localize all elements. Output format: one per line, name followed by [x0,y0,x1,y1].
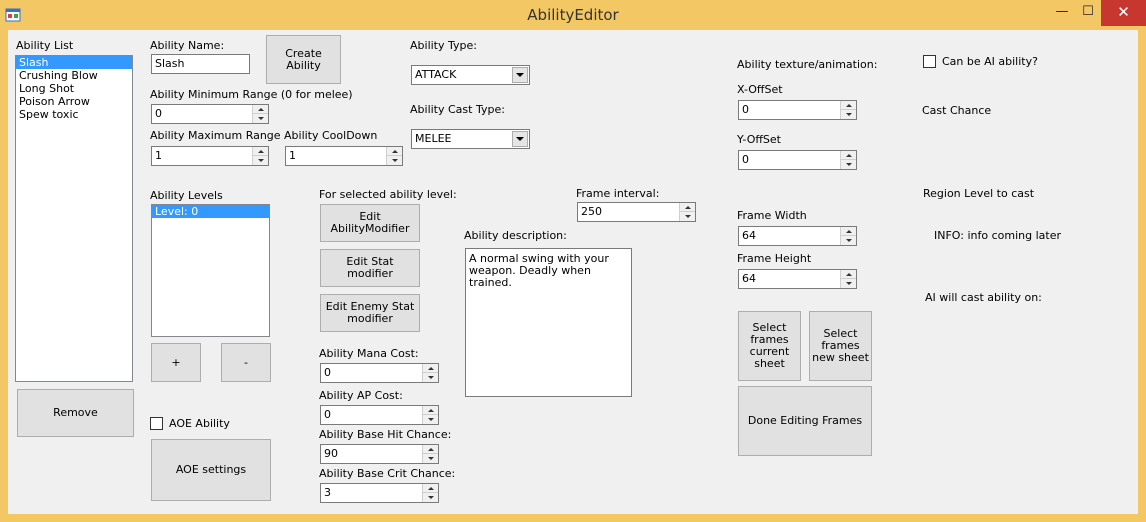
description-label: Ability description: [464,229,567,242]
spin-up-icon[interactable] [423,484,438,493]
ability-list-item[interactable]: Poison Arrow [19,95,90,108]
spin-up-icon[interactable] [423,445,438,454]
close-button[interactable]: ✕ [1101,0,1146,26]
create-ability-button[interactable]: Create Ability [266,35,341,84]
texture-label: Ability texture/animation: [737,58,878,71]
ability-type-label: Ability Type: [410,39,477,52]
hit-chance-numeric[interactable] [320,444,439,464]
ability-list-item[interactable]: Crushing Blow [19,69,98,82]
ability-name-label: Ability Name: [150,39,225,52]
title-bar [0,0,1146,30]
cooldown-value: 1 [289,149,296,162]
description-textarea[interactable]: A normal swing with your weapon. Deadly when trained. [465,248,632,397]
ability-levels-label: Ability Levels [150,189,223,202]
spin-down-icon[interactable] [841,160,856,169]
level-list-item[interactable]: Level: 0 [152,205,269,218]
y-offset-label: Y-OffSet [737,133,781,146]
maximize-button[interactable]: ☐ [1082,4,1094,19]
x-offset-numeric[interactable] [738,100,857,120]
frame-height-label: Frame Height [737,252,812,265]
crit-chance-label: Ability Base Crit Chance: [319,467,456,480]
checkbox-box[interactable] [150,417,163,430]
spin-up-icon[interactable] [387,147,402,156]
mana-cost-value: 0 [324,366,331,379]
select-frames-current-sheet-button[interactable]: Select frames current sheet [738,311,801,381]
aoe-settings-button[interactable]: AOE settings [151,439,271,501]
hit-chance-label: Ability Base Hit Chance: [319,428,452,441]
x-offset-label: X-OffSet [737,83,783,96]
spin-down-icon[interactable] [841,110,856,119]
ability-type-select[interactable] [411,65,530,85]
minimize-button[interactable]: — [1055,4,1069,19]
cast-type-label: Ability Cast Type: [410,103,505,116]
window-border-left [0,30,8,514]
info-label: INFO: info coming later [934,229,1061,242]
min-range-numeric[interactable] [151,104,269,124]
y-offset-value: 0 [742,153,749,166]
cast-type-select[interactable] [411,129,530,149]
spin-up-icon[interactable] [841,270,856,279]
spin-down-icon[interactable] [253,114,268,123]
max-range-numeric[interactable] [151,146,269,166]
edit-stat-modifier-button[interactable]: Edit Stat modifier [320,249,420,287]
spin-up-icon[interactable] [423,364,438,373]
ability-list-label: Ability List [16,39,74,52]
aoe-ability-checkbox[interactable] [150,417,230,430]
spin-up-icon[interactable] [841,101,856,110]
window-title: AbilityEditor [527,6,619,24]
remove-ability-button[interactable]: Remove [17,389,134,437]
spin-up-icon[interactable] [841,151,856,160]
spin-up-icon[interactable] [841,227,856,236]
form-client-area [8,30,1138,514]
window-border-bottom [0,514,1146,522]
ability-listbox[interactable] [15,55,133,382]
ability-list-item[interactable]: Slash [16,56,132,69]
chevron-down-icon[interactable] [512,67,528,83]
can-be-ai-label: Can be AI ability? [942,55,1038,68]
frame-height-numeric[interactable] [738,269,857,289]
spin-up-icon[interactable] [253,147,268,156]
cast-type-value: MELEE [415,132,452,145]
selected-level-label: For selected ability level: [319,188,457,201]
mana-cost-label: Ability Mana Cost: [319,347,419,360]
ability-list-item[interactable]: Long Shot [19,82,75,95]
y-offset-numeric[interactable] [738,150,857,170]
frame-width-value: 64 [742,229,756,242]
max-range-value: 1 [155,149,162,162]
cooldown-label: Ability CoolDown [284,129,378,142]
mana-cost-numeric[interactable] [320,363,439,383]
ability-list-item[interactable]: Spew toxic [19,108,79,121]
can-be-ai-checkbox[interactable] [923,55,1038,68]
ability-name-input[interactable]: Slash [151,54,250,74]
spin-down-icon[interactable] [841,236,856,245]
done-editing-frames-button[interactable]: Done Editing Frames [738,386,872,456]
spin-up-icon[interactable] [423,406,438,415]
edit-enemy-stat-modifier-button[interactable]: Edit Enemy Stat modifier [320,294,420,332]
frame-interval-label: Frame interval: [576,187,660,200]
x-offset-value: 0 [742,103,749,116]
edit-ability-modifier-button[interactable]: Edit AbilityModifier [320,204,420,242]
frame-width-numeric[interactable] [738,226,857,246]
frame-interval-value: 250 [581,205,602,218]
ap-cost-numeric[interactable] [320,405,439,425]
spin-down-icon[interactable] [680,212,695,221]
add-level-button[interactable]: + [151,343,201,382]
spin-down-icon[interactable] [423,454,438,463]
ap-cost-label: Ability AP Cost: [319,389,403,402]
ability-levels-listbox[interactable] [151,204,270,337]
spin-down-icon[interactable] [841,279,856,288]
ai-cast-on-label: AI will cast ability on: [925,291,1042,304]
select-frames-new-sheet-button[interactable]: Select frames new sheet [809,311,872,381]
spin-down-icon[interactable] [253,156,268,165]
region-level-label: Region Level to cast [923,187,1035,200]
spin-down-icon[interactable] [423,373,438,382]
crit-chance-value: 3 [324,486,331,499]
chevron-down-icon[interactable] [512,131,528,147]
cooldown-numeric[interactable] [285,146,403,166]
aoe-ability-label: AOE Ability [169,417,230,430]
cast-chance-label: Cast Chance [922,104,992,117]
remove-level-button[interactable]: - [221,343,271,382]
ability-type-value: ATTACK [415,68,457,81]
ap-cost-value: 0 [324,408,331,421]
spin-down-icon[interactable] [423,493,438,502]
spin-up-icon[interactable] [680,203,695,212]
spin-down-icon[interactable] [387,156,402,165]
frame-height-value: 64 [742,272,756,285]
checkbox-box[interactable] [923,55,936,68]
hit-chance-value: 90 [324,447,338,460]
window-border-right [1138,30,1146,514]
frame-interval-numeric[interactable] [577,202,696,222]
spin-down-icon[interactable] [423,415,438,424]
min-range-value: 0 [155,107,162,120]
min-range-label: Ability Minimum Range (0 for melee) [150,88,353,101]
spin-up-icon[interactable] [253,105,268,114]
max-range-label: Ability Maximum Range [150,129,281,142]
frame-width-label: Frame Width [737,209,807,222]
crit-chance-numeric[interactable] [320,483,439,503]
